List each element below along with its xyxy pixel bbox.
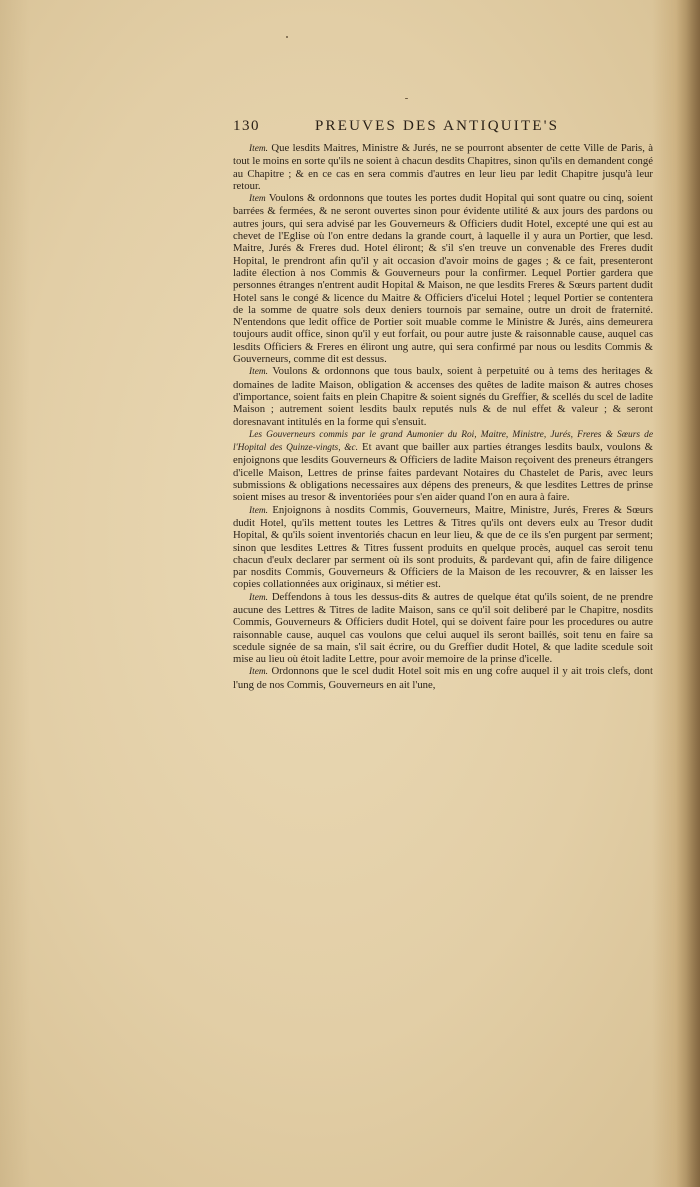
running-header — [233, 118, 608, 140]
ink-speck — [286, 36, 288, 38]
page-number: 130 — [233, 118, 260, 134]
paragraph-text: Deffendons à tous les dessus-dits & autres de quelque état qu'ils soient, de ne prendre aucune des Lettres & Titres de ladite Maison, sans ce qu'il soit deliberé par le Chapitre, nosdits Commis, Gouverneurs & Officiers dudit Hotel, qui se doivent faire pour les procedures ou autre raisonnable cause, auquel cas voulons que celui auquel ils seront baillés, soit tenu en faire sa scedule signée de sa main, s'il sait écrire, ou du Greffier dudit Hotel, & que ladite scedule soit mise au lieu où étoit ladite Lettre, pour avoir memoire de la prinse d'icelle. — [233, 590, 654, 666]
paragraph-lead: Item. — [249, 367, 269, 378]
paragraph-lead: Item. — [249, 592, 269, 603]
paragraph-lead: Item — [249, 194, 266, 205]
paragraph-lead: Item. — [249, 667, 269, 678]
ink-speck — [405, 98, 408, 99]
paragraph — [233, 504, 653, 591]
paragraph — [233, 192, 653, 365]
paragraph-text: Que lesdits Maitres, Ministre & Jurés, ne se pourront absenter de cette Ville de Paris, à tout le moins en sorte qu'ils ne soient à chacun desdits Chapitres, sinon qu'ils en demandent congé au Chapitre ; & en ce cas en sera commis d'autres en leur lieu par ledit Chapitre jusqu'à leur retour. — [233, 142, 654, 192]
paragraph — [233, 365, 653, 427]
running-title: PREUVES DES ANTIQUITE'S — [315, 118, 560, 134]
paragraph-lead: Item. — [249, 505, 269, 516]
paragraph-lead: Item. — [249, 144, 269, 154]
paragraph — [233, 428, 653, 504]
paragraph-lead: Les Gouverneurs commis par le grand Aumonier du Roi, Maitre, Ministre, Jurés, Freres & Sœurs de l'Hopital des Quinze-vingts, &c. — [233, 429, 653, 454]
body-text — [233, 142, 653, 691]
paragraph — [233, 665, 653, 691]
paragraph-text: Et avant que bailler aux parties étranges lesdits baulx, voulons & enjoignons que lesdits Gouverneurs & Officiers de ladite Maison reçoivent des preneurs étrangers d'icelle Maison, Lettres de prinse faites pardevant Notaires du Chastelet de Paris, avec leurs submissions & obligations necessaires aux dépens des preneurs, & que lesdites Lettres de prinse soient mises au tresor & inventoriées pour s'en aider quand l'on en aura à faire. — [233, 441, 653, 504]
paragraph-text: Voulons & ordonnons que toutes les portes dudit Hopital qui sont quatre ou cinq, soient barrées & fermées, & ne seront ouvertes sinon pour évidente utilité & aux jours des pardons ou autres jours, qui sera advisé par les Gouverneurs & Officiers dudit Hotel, excepté une qui est au chevet de l'Eglise où l'on entre dedans la grande court, à laquelle il y aura un Portier, que lesd. Maitre, Jurés & Freres dud. Hotel éliront; & s'il s'en treuve un convenable des Freres dudit Hopital, le prendront afin qu'il y ait occasion d'avoir moins de gages ; & ce fait, presenteront ladite élection à nos Commis & Gouverneurs pour la confirmer. Lequel Portier gardera que personnes étranges n'entrent audit Hopital & Maison, ne que lesdits Freres & Sœurs partent dudit Hotel sans le congé & licence du Maitre & Officiers d'icelui Hotel ; lequel Portier se contentera de la somme de quatre sols deux deniers tournois par semaine, outre un droit de fraternité. N'entendons que ledit office de Portier soit muable comme le Ministre & Jurés, ains demeurera toujours audit office, sinon qu'il y eut forfait, ou pour autre juste & raisonnable cause, auquel cas lesdits Officiers & Freres en éliront ung autre, qui sera confirmé par nous ou lesdits Commis & Gouverneurs, comme dit est dessus. — [233, 192, 653, 366]
paragraph-text: Ordonnons que le scel dudit Hotel soit mis en ung cofre auquel il y ait trois clefs, dont l'ung de nos Commis, Gouverneurs en ait l'une, — [233, 665, 653, 691]
paragraph — [233, 591, 653, 666]
paragraph-text: Enjoignons à nosdits Commis, Gouverneurs, Maitre, Ministre, Jurés, Freres & Sœurs dudit Hotel, qu'ils mettent toutes les Lettres & Titres qu'ils ont devers eulx au Tresor dudit Hopital, & qu'ils soient inventoriés chacun en leur lieu, & que de ce ils s'en purgent par serment; sinon que lesdites Lettres & Titres fussent produits en quelque procès, auquel cas seroit tenu chacun d'eulx declarer par serment où ils sont produits, & pardevant qui, afin de faire diligence par nosdits Commis, Gouverneurs & Officiers de la Maison de les recouvrer, & en laisser les copies collationnées aux originaux, si métier est. — [233, 503, 653, 591]
paragraph-text: Voulons & ordonnons que tous baulx, soient à perpetuité ou à tems des heritages & domaines de ladite Maison, obligation & accenses des quêtes de ladite maison & autres choses d'importance, soient faits en plein Chapitre & soient signés du Greffier, & scellés du scel de ladite Maison ; autrement soient lesdits baulx reputés nuls & de nul effet & valeur ; & seront doresnavant intitulés en la forme qui s'ensuit. — [233, 365, 653, 428]
page-edge-shadow — [676, 0, 700, 1187]
paragraph — [233, 142, 653, 192]
